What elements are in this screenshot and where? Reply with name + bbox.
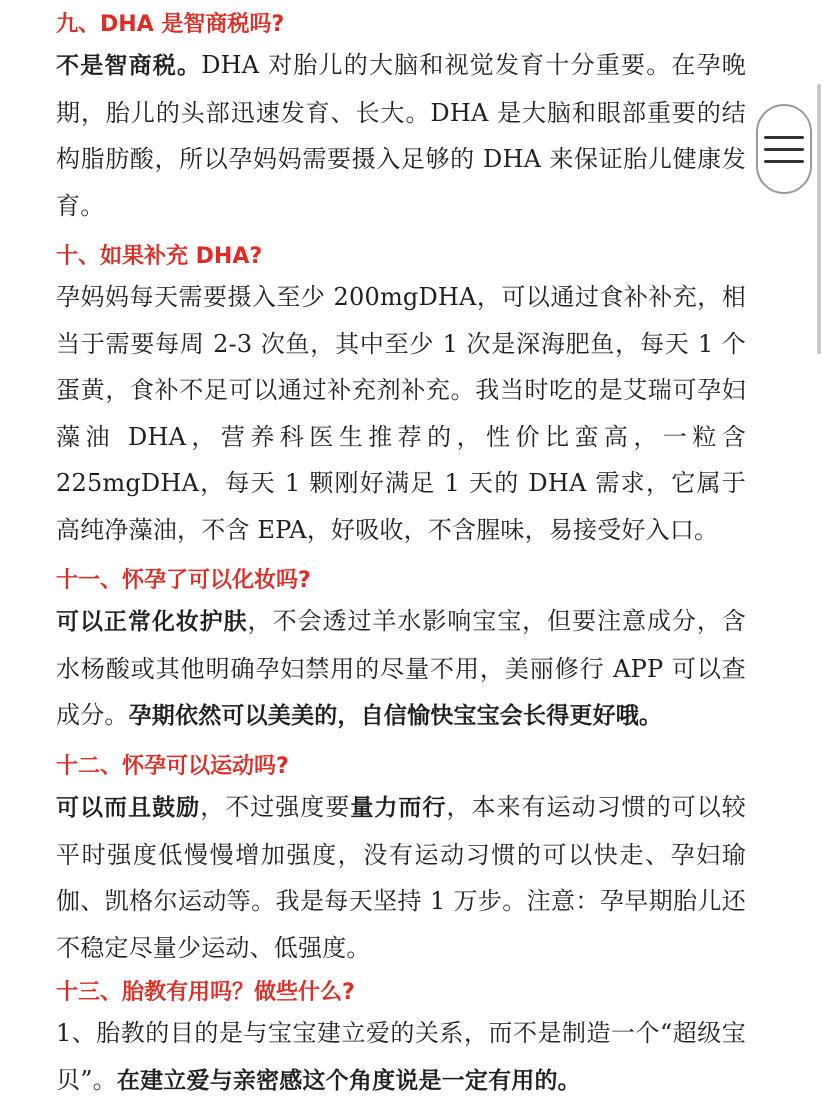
emphasis-text: 可以正常化妆护肤: [56, 609, 248, 635]
body-text: 1、胎教的目的是与宝宝建立爱的关系，而不是制造一个“超级宝贝”。: [56, 1019, 746, 1094]
section-paragraph: [56, 784, 746, 971]
section-heading: 十一、怀孕了可以化妆吗?: [56, 568, 311, 593]
emphasis-text: 量力而行: [350, 795, 447, 821]
emphasis-text: 可以而且鼓励: [56, 795, 201, 821]
section-dha-supplement: [56, 236, 746, 559]
body-text: 孕妈妈每天需要摄入至少 200mgDHA，可以通过食补补充，相当于需要每周 2-3 次鱼，其中至少 1 次是深海肥鱼，每天 1 个蛋黄，食补不足可以通过补充剂补充。我当时吃的是艾瑞可孕妇藻油 DHA，营养科医生推荐的，性价比蛮高，一粒含 225mgDHA，每天 1 颗刚好满足 1 天的 DHA 需求，它属于高纯净藻油，不含 EPA，好吸收，不含腥味，易接受好入口。: [56, 283, 746, 544]
body-text: ，本来有运动习惯的可以较平时强度低慢慢增加强度，没有运动习惯的可以快走、孕妇瑜伽、凯格尔运动等。我是每天坚持 1 万步。注意：孕早期胎儿还不稳定尽量少运动、低强度。: [56, 793, 746, 962]
hamburger-menu-icon: [764, 148, 804, 151]
body-text: ，不过强度要: [200, 793, 351, 821]
section-makeup: [56, 560, 746, 746]
section-paragraph: [56, 1010, 746, 1104]
section-paragraph: [56, 598, 746, 740]
section-paragraph: [56, 274, 746, 553]
section-heading: 十、如果补充 DHA?: [56, 244, 263, 269]
emphasis-text: 不是智商税。: [56, 53, 202, 79]
section-heading: 十三、胎教有用吗？做些什么?: [56, 980, 355, 1005]
hamburger-menu-icon: [764, 136, 804, 139]
section-heading: 九、DHA 是智商税吗?: [56, 12, 285, 37]
body-text: DHA 对胎儿的大脑和视觉发育十分重要。在孕晚期，胎儿的头部迅速发育、长大。DHA 是大脑和眼部重要的结构脂肪酸，所以孕妈妈需要摄入足够的 DHA 来保证胎儿健康发育。: [56, 51, 746, 220]
scrollbar[interactable]: [817, 84, 821, 354]
section-dha-iq-tax: [56, 4, 746, 235]
section-heading: 十二、怀孕可以运动吗?: [56, 754, 289, 779]
emphasis-text: 孕期依然可以美美的，自信愉快宝宝会长得更好哦。: [128, 703, 663, 729]
hamburger-menu-icon: [764, 160, 804, 163]
emphasis-text: 在建立爱与亲密感这个角度说是一定有用的。: [116, 1067, 581, 1094]
body-text: ，不会透过羊水影响宝宝，但要注意成分，含水杨酸或其他明确孕妇禁用的尽量不用，美丽修行 APP 可以查成分。: [56, 607, 747, 729]
section-prenatal-education: [56, 972, 746, 1110]
section-exercise: [56, 746, 746, 977]
section-paragraph: [56, 42, 746, 229]
menu-button[interactable]: [756, 104, 812, 194]
